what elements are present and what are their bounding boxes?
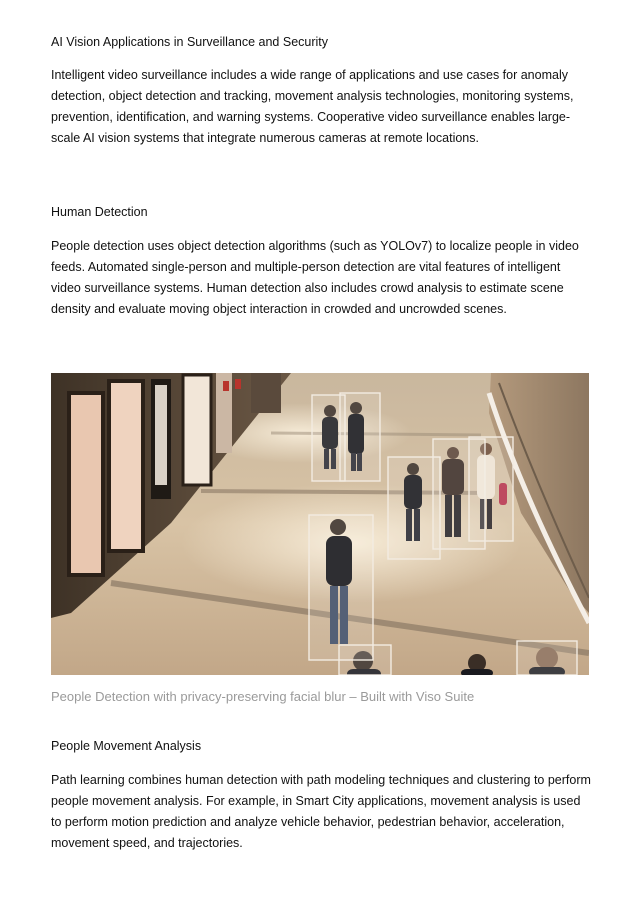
detection-box — [340, 393, 380, 481]
detection-box — [517, 641, 577, 675]
detection-box — [388, 457, 440, 559]
section-body-human-detection: People detection uses object detection algorithms (such as YOLOv7) to localize people in video feeds. Automated single-person and multiple-person detection are vital features of intelligent video surveillance systems. Human detection also includes crowd analysis to estimate scene density and evaluate moving object interaction in crowded and uncrowded scenes. — [51, 239, 579, 316]
section-title-surveillance: AI Vision Applications in Surveillance and Security — [51, 35, 329, 49]
detection-box — [339, 645, 391, 675]
figure-caption: People Detection with privacy-preserving facial blur – Built with Viso Suite — [51, 689, 475, 704]
section-body-movement-analysis: Path learning combines human detection with path modeling techniques and clustering to perform people movement analysis. For example, in Smart City applications, movement analysis is used to perform motion prediction and analyze vehicle behavior, pedestrian behavior, acceleration, movement speed, and trajectories. — [51, 773, 591, 850]
detection-box — [309, 515, 373, 660]
detection-box — [469, 437, 513, 541]
section-body-surveillance: Intelligent video surveillance includes a wide range of applications and use cases for anomaly detection, object detection and tracking, movement analysis technologies, monitoring systems, prevention, identification, and warning systems. Cooperative video surveillance enables large-scale AI vision systems that integrate numerous cameras at remote locations. — [51, 68, 574, 145]
people-detection-image — [51, 373, 589, 675]
section-title-human-detection: Human Detection — [51, 205, 148, 219]
section-title-movement-analysis: People Movement Analysis — [51, 739, 202, 753]
